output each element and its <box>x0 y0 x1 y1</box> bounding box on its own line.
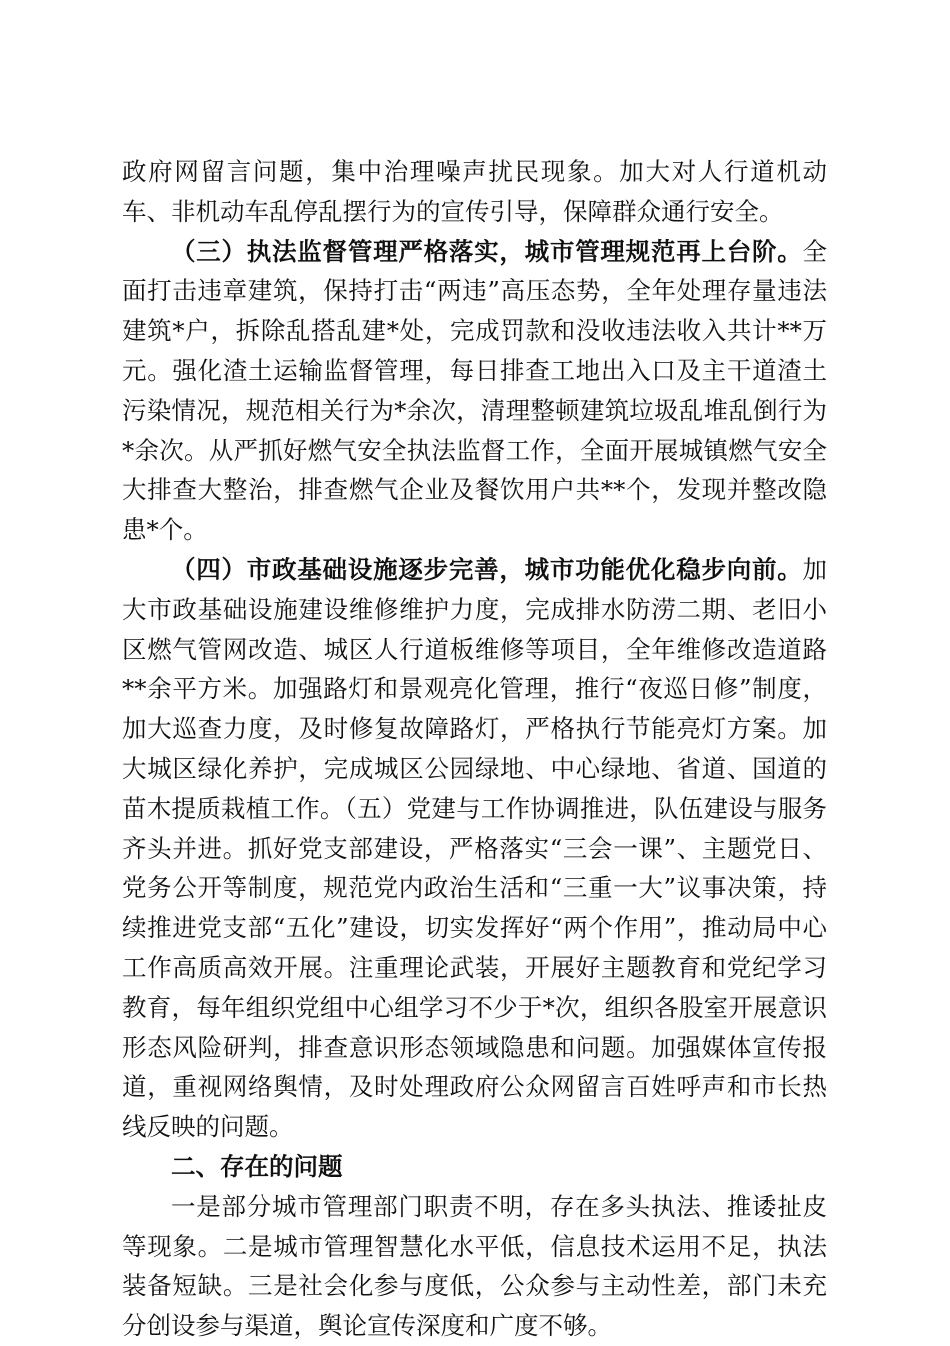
section-heading-problems: 二、存在的问题 <box>171 1151 343 1181</box>
paragraph-noise-control: 政府网留言问题，集中治理噪声扰民现象。加大对人行道机动车、非机动车乱停乱摆行为的宣传引导，保障群众通行安全。 <box>122 157 827 226</box>
subheading-law-enforcement: （三）执法监督管理严格落实，城市管理规范再上台阶。 <box>171 236 803 266</box>
paragraph-problems: 一是部分城市管理部门职责不明，存在多头执法、推诿扯皮等现象。二是城市管理智慧化水平低，信息技术运用不足，执法装备短缺。三是社会化参与度低，公众参与主动性差，部门未充分创设参与渠道，舆论宣传深度和广度不够。 <box>122 1191 827 1341</box>
paragraph-municipal-infrastructure <box>122 550 827 1147</box>
document-body <box>122 152 827 1346</box>
paragraph-law-enforcement-body: 全面打击违章建筑，保持打击“两违”高压态势，全年处理存量违法建筑*户，拆除乱搭乱建*处，完成罚款和没收违法收入共计**万元。强化渣土运输监督管理，每日排查工地出入口及主干道渣土污染情况，规范相关行为*余次，清理整顿建筑垃圾乱堆乱倒行为*余次。从严抓好燃气安全执法监督工作，全面开展城镇燃气安全大排查大整治，排查燃气企业及餐饮用户共**个，发现并整改隐患*个。 <box>122 236 827 545</box>
paragraph-municipal-infrastructure-body: 加大市政基础设施建设维修维护力度，完成排水防涝二期、老旧小区燃气管网改造、城区人行道板维修等项目，全年维修改造道路**余平方米。加强路灯和景观亮化管理，推行“夜巡日修”制度，加大巡查力度，及时修复故障路灯，严格执行节能亮灯方案。加大城区绿化养护，完成城区公园绿地、中心绿地、省道、国道的苗木提质栽植工作。（五）党建与工作协调推进，队伍建设与服务齐头并进。抓好党支部建设，严格落实“三会一课”、主题党日、党务公开等制度，规范党内政治生活和“三重一大”议事决策，持续推进党支部“五化”建设，切实发挥好“两个作用”，推动局中心工作高质高效开展。注重理论武装，开展好主题教育和党纪学习教育，每年组织党组中心组学习不少于*次，组织各股室开展意识形态风险研判，排查意识形态领域隐患和问题。加强媒体宣传报道，重视网络舆情，及时处理政府公众网留言百姓呼声和市长热线反映的问题。 <box>122 554 827 1142</box>
paragraph-law-enforcement <box>122 232 827 550</box>
subheading-municipal-infrastructure: （四）市政基础设施逐步完善，城市功能优化稳步向前。 <box>171 554 803 584</box>
